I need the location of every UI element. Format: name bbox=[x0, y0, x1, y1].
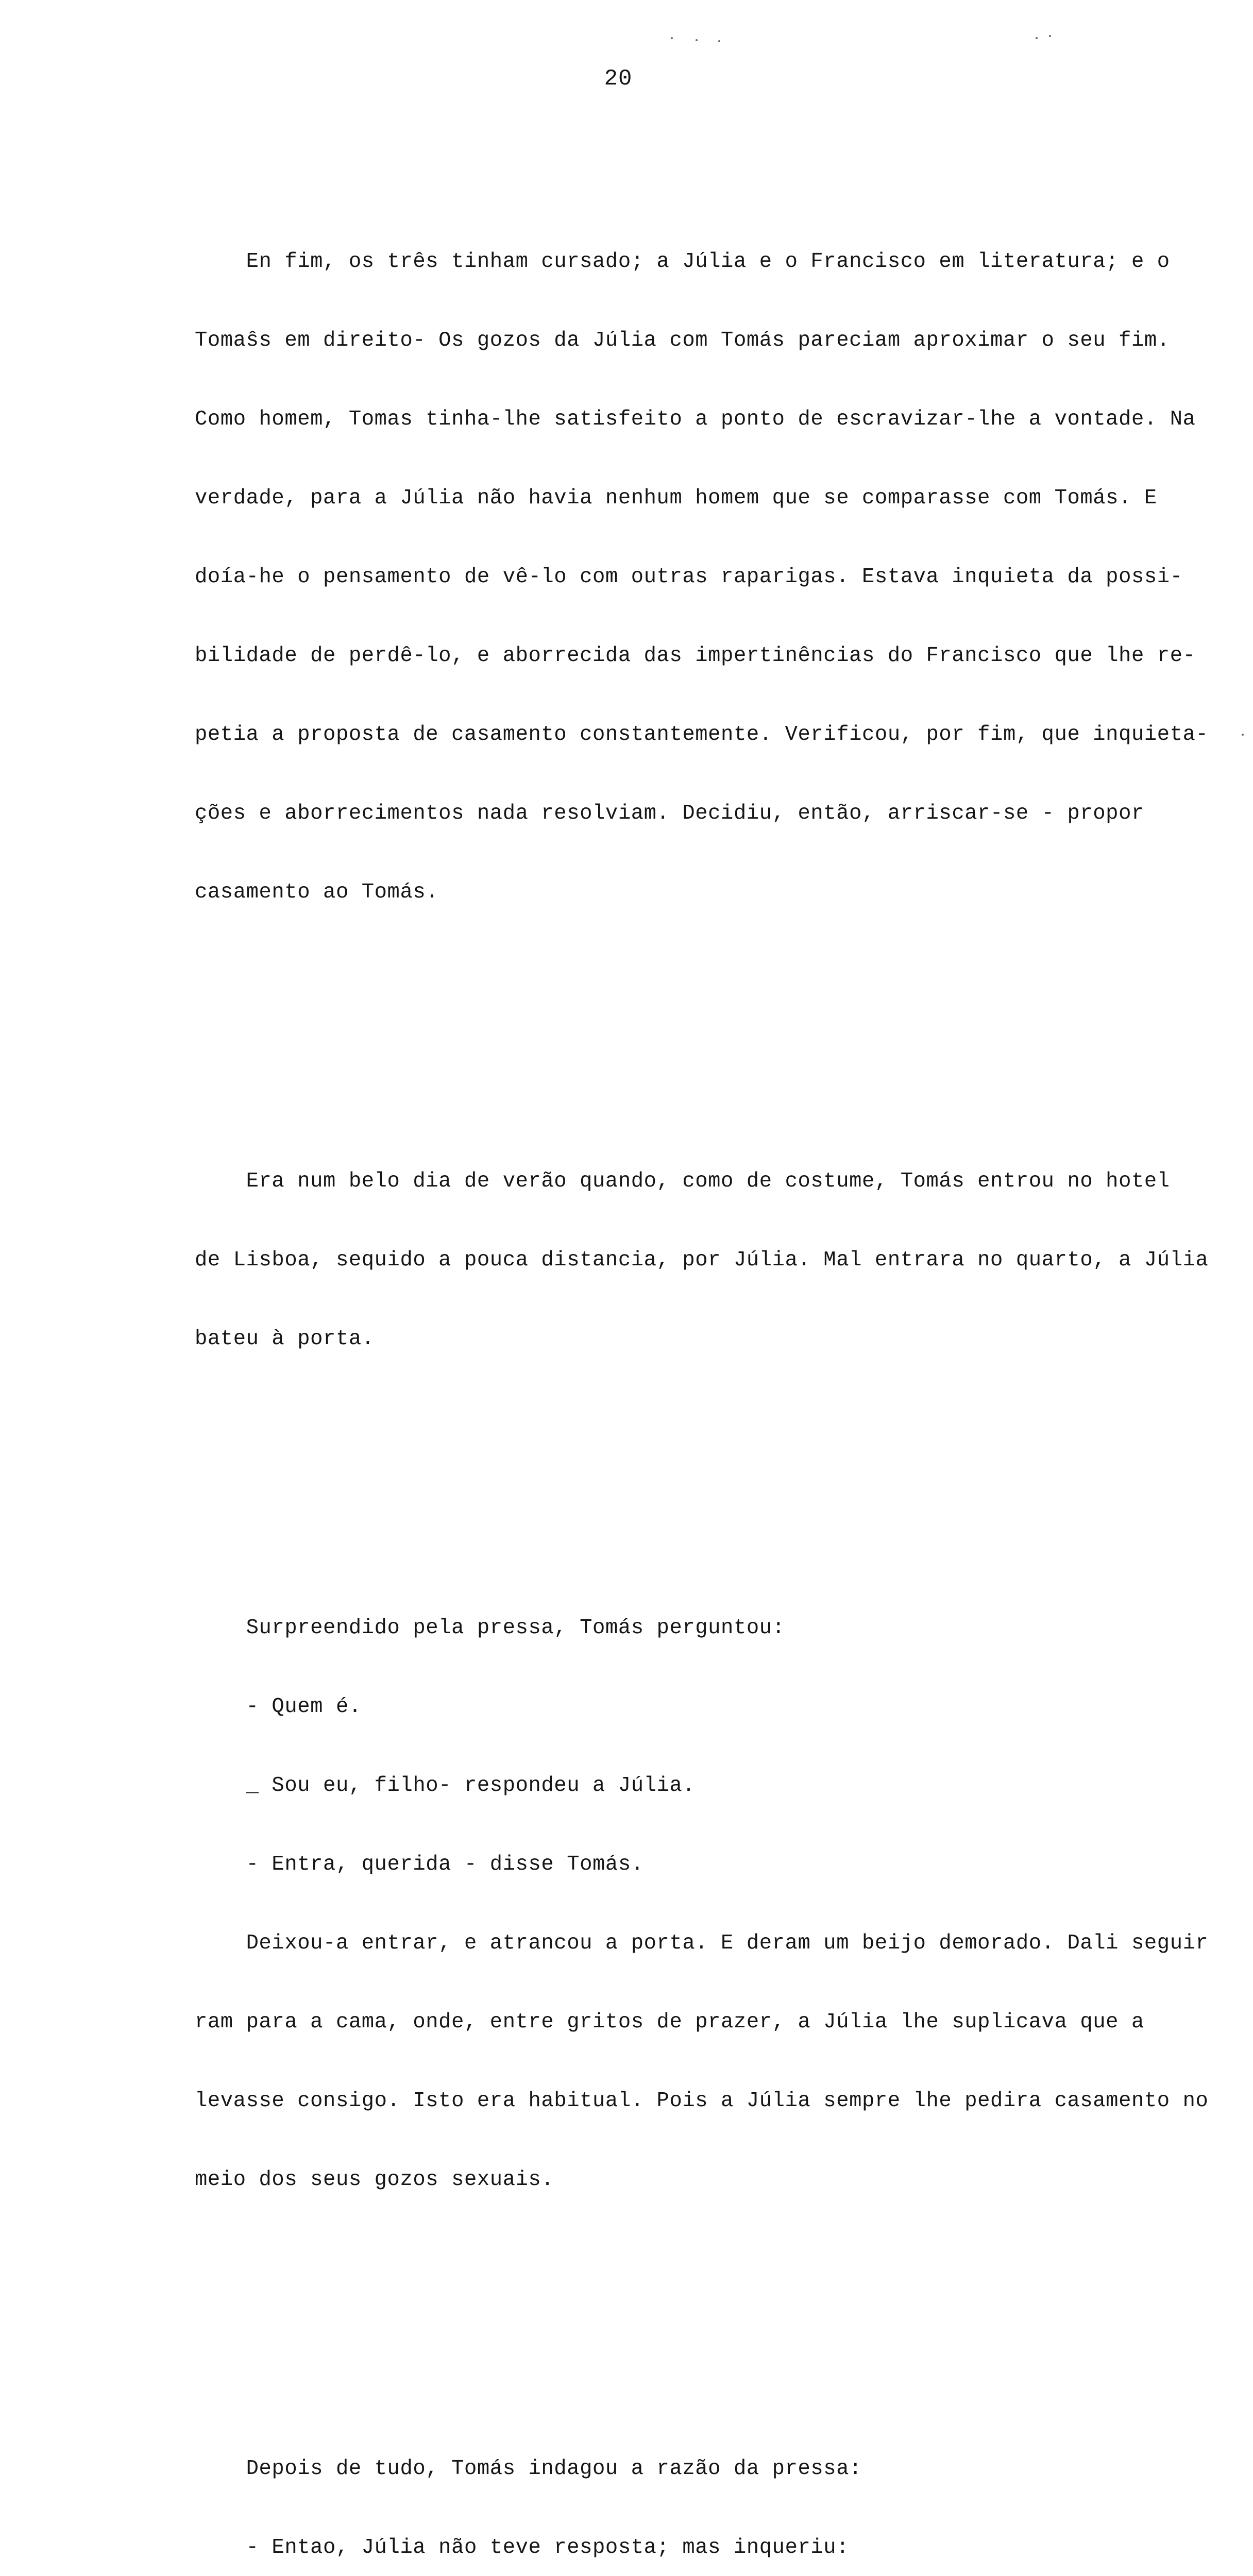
scan-speck bbox=[671, 37, 673, 39]
text-line: de Lisboa, sequido a pouca distancia, por Júlia. Mal entrara no quarto, a Júlia bbox=[195, 1248, 1209, 1272]
text-line: verdade, para a Júlia não havia nenhum homem que se comparasse com Tomás. E bbox=[195, 486, 1157, 510]
text-line: Surpreendido pela pressa, Tomás perguntou: bbox=[195, 1616, 785, 1640]
text-line: Como homem, Tomas tinha-lhe satisfeito a ponto de escravizar-lhe a vontade. Na bbox=[195, 408, 1196, 431]
scan-speck bbox=[696, 39, 698, 41]
scan-speck bbox=[718, 40, 720, 42]
text-line: Era num belo dia de verão quando, como de costume, Tomás entrou no hotel bbox=[195, 1170, 1170, 1193]
text-line: meio dos seus gozos sexuais. bbox=[195, 2168, 554, 2192]
paragraph bbox=[195, 1116, 1235, 1405]
text-line: ram para a cama, onde, entre gritos de prazer, a Júlia lhe suplicava que a bbox=[195, 2010, 1144, 2034]
text-line: Deixou-a entrar, e atrancou a porta. E deram um beijo demorado. Dali seguir bbox=[195, 1931, 1209, 1955]
paragraph-gap bbox=[195, 2298, 1235, 2325]
text-line: - Entra, querida - disse Tomás. bbox=[195, 1853, 644, 1876]
text-line: Depois de tudo, Tomás indagou a razão da pressa: bbox=[195, 2457, 862, 2481]
text-line: _ Sou eu, filho- respondeu a Júlia. bbox=[195, 1774, 696, 1798]
text-line: ções e aborrecimentos nada resolviam. Decidiu, então, arriscar-se - propor bbox=[195, 802, 1144, 825]
text-line: - Quem é. bbox=[195, 1695, 362, 1719]
scan-speck bbox=[1036, 37, 1038, 39]
text-line: Tomaŝs em direito- Os gozos da Júlia com Tomás pareciam aproximar o seu fim. bbox=[195, 329, 1170, 352]
text-line: petia a proposta de casamento constantemente. Verificou, por fim, que inquieta- bbox=[195, 723, 1209, 747]
text-line: En fim, os três tinham cursado; a Júlia e o Francisco em literatura; e o bbox=[195, 250, 1170, 274]
document-body bbox=[195, 117, 1235, 2576]
paragraph bbox=[195, 1563, 1235, 2246]
paragraph-gap bbox=[195, 1011, 1235, 1037]
scan-speck bbox=[1049, 35, 1051, 37]
paragraph-gap bbox=[195, 1458, 1235, 1484]
text-line: levasse consigo. Isto era habitual. Pois a Júlia sempre lhe pedira casamento no bbox=[195, 2089, 1209, 2113]
text-line: bateu à porta. bbox=[195, 1327, 375, 1351]
text-line: doía-he o pensamento de vê-lo com outras raparigas. Estava inquieta da possi- bbox=[195, 565, 1183, 589]
text-line: - Entao, Júlia não teve resposta; mas inqueriu: bbox=[195, 2536, 850, 2560]
paragraph bbox=[195, 196, 1235, 958]
text-line: casamento ao Tomás. bbox=[195, 880, 439, 904]
page-number: 20 bbox=[604, 66, 633, 92]
paragraph bbox=[195, 2403, 1235, 2576]
text-line: bilidade de perdê-lo, e aborrecida das impertinências do Francisco que lhe re- bbox=[195, 644, 1196, 668]
scan-speck bbox=[1242, 734, 1244, 736]
